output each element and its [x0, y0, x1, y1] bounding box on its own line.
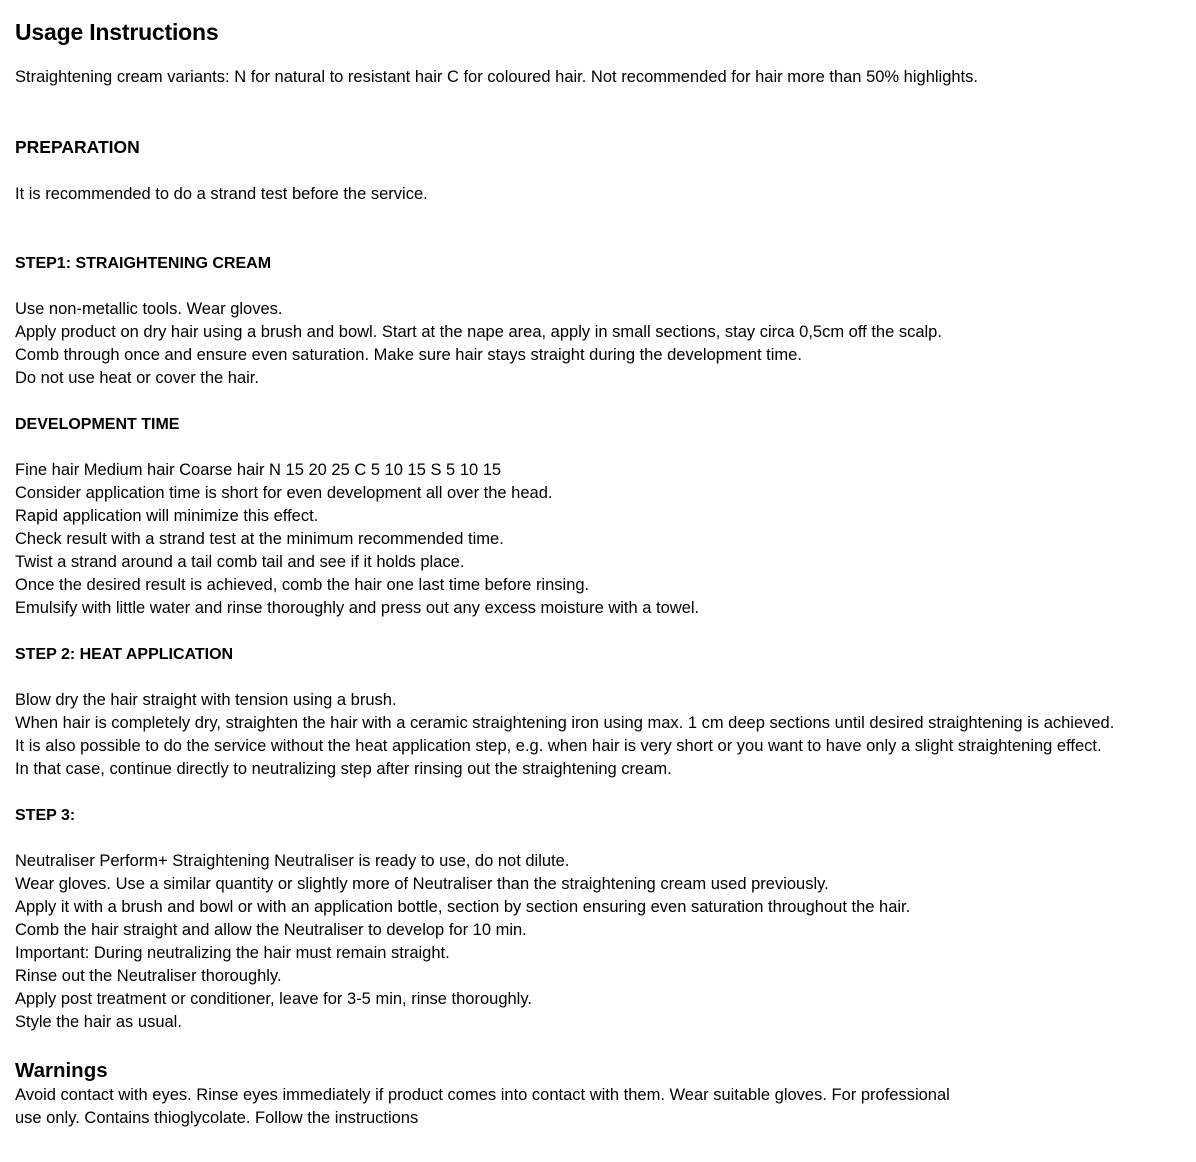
step3-heading: STEP 3: — [15, 807, 76, 824]
step3-body — [15, 850, 1185, 1034]
page-title: Usage Instructions — [15, 19, 219, 45]
step1-heading: STEP1: STRAIGHTENING CREAM — [15, 255, 272, 272]
warnings-line: Avoid contact with eyes. Rinse eyes immediately if product comes into contact with them. Wear suitable gloves. For professional — [15, 1086, 950, 1104]
step3-line: Apply it with a brush and bowl or with an application bottle, section by section ensuring even saturation throughout the hair. — [15, 898, 911, 916]
step1-line: Comb through once and ensure even saturation. Make sure hair stays straight during the development time. — [15, 346, 802, 364]
step2-line: Blow dry the hair straight with tension using a brush. — [15, 691, 397, 709]
step3-line: Comb the hair straight and allow the Neutraliser to develop for 10 min. — [15, 921, 527, 939]
warnings-line: use only. Contains thioglycolate. Follow the instructions — [15, 1109, 419, 1127]
step1-line: Do not use heat or cover the hair. — [15, 369, 259, 387]
warnings-heading: Warnings — [15, 1059, 108, 1082]
step2-line: It is also possible to do the service without the heat application step, e.g. when hair is very short or you want to have only a slight straightening effect. — [15, 737, 1102, 755]
development-line: Once the desired result is achieved, comb the hair one last time before rinsing. — [15, 576, 590, 594]
development-heading: DEVELOPMENT TIME — [15, 416, 180, 433]
step3-line: Neutraliser Perform+ Straightening Neutraliser is ready to use, do not dilute. — [15, 852, 570, 870]
step1-body — [15, 298, 1185, 390]
step1-line: Apply product on dry hair using a brush and bowl. Start at the nape area, apply in small sections, stay circa 0,5cm off the scalp. — [15, 323, 942, 341]
development-line: Rapid application will minimize this effect. — [15, 507, 319, 525]
development-line: Twist a strand around a tail comb tail and see if it holds place. — [15, 553, 465, 571]
warnings-body — [15, 1084, 1185, 1130]
step2-line: When hair is completely dry, straighten the hair with a ceramic straightening iron using max. 1 cm deep sections until desired straightening is achieved. — [15, 714, 1115, 732]
step3-line: Wear gloves. Use a similar quantity or slightly more of Neutraliser than the straightening cream used previously. — [15, 875, 829, 893]
preparation-heading: PREPARATION — [15, 137, 140, 157]
development-line: Check result with a strand test at the minimum recommended time. — [15, 530, 504, 548]
development-line: Fine hair Medium hair Coarse hair N 15 20 25 C 5 10 15 S 5 10 15 — [15, 461, 502, 479]
preparation-text: It is recommended to do a strand test before the service. — [15, 185, 428, 203]
step1-line: Use non-metallic tools. Wear gloves. — [15, 300, 283, 318]
step3-line: Rinse out the Neutraliser thoroughly. — [15, 967, 282, 985]
step2-body — [15, 689, 1185, 781]
intro-text: Straightening cream variants: N for natural to resistant hair C for coloured hair. Not recommended for hair more than 50% highlights. — [15, 68, 978, 86]
development-line: Emulsify with little water and rinse thoroughly and press out any excess moisture with a towel. — [15, 599, 700, 617]
step2-heading: STEP 2: HEAT APPLICATION — [15, 646, 234, 663]
development-line: Consider application time is short for even development all over the head. — [15, 484, 553, 502]
step3-line: Style the hair as usual. — [15, 1013, 182, 1031]
step3-line: Important: During neutralizing the hair must remain straight. — [15, 944, 450, 962]
step3-line: Apply post treatment or conditioner, leave for 3-5 min, rinse thoroughly. — [15, 990, 532, 1008]
step2-line: In that case, continue directly to neutralizing step after rinsing out the straightening cream. — [15, 760, 672, 778]
development-body — [15, 459, 1185, 620]
